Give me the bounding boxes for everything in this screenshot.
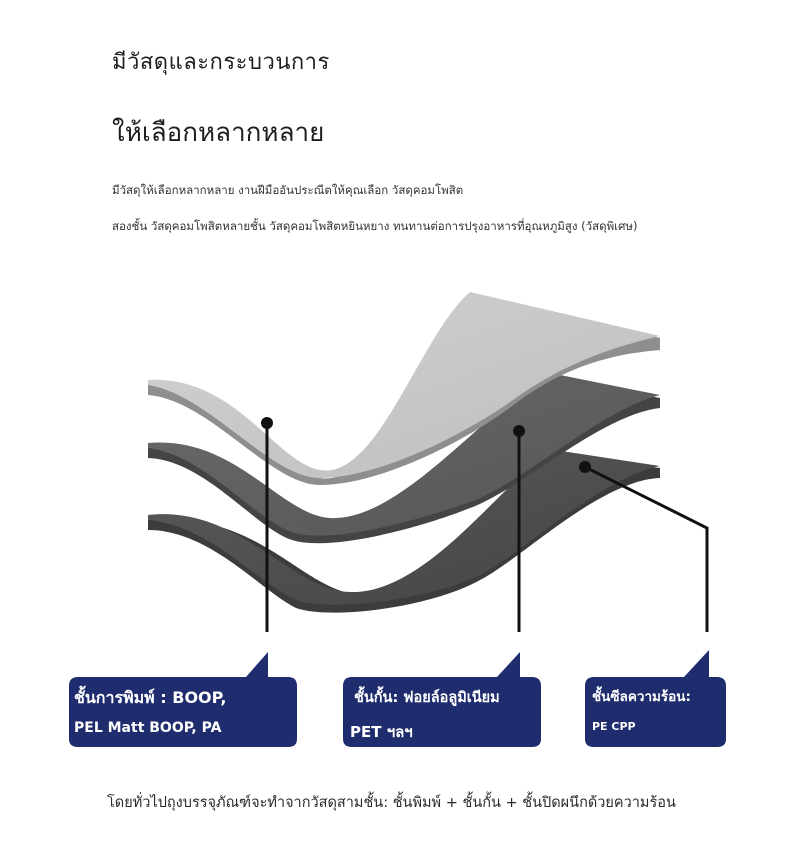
heading-line-2: ให้เลือกหลากหลาย [112,118,325,148]
callout-seal-layer [584,648,727,748]
callout-print-line-2: PEL Matt BOOP, PA [74,720,222,736]
description-line-2: สองชั้น วัสดุคอมโพสิตหลายชั้น วัสดุคอมโพสิตหยินหยาง ทนทานต่อการปรุงอาหารที่อุณหภูมิสูง (วัสดุพิเศษ) [112,219,638,233]
callout-print-layer [68,650,298,748]
heading-line-1: มีวัสดุและกระบวนการ [112,50,330,75]
callout-print-line-1: ชั้นการพิมพ์ : BOOP, [74,688,227,707]
callout-barrier-line-1: ชั้นกั้น: ฟอยล์อลูมิเนียม [354,690,500,706]
callout-seal-line-2: PE CPP [592,720,636,733]
callout-barrier-line-2: PET ฯลฯ [350,723,413,741]
callout-seal-line-1: ชั้นซีลความร้อน: [592,689,691,705]
callout-barrier-layer [342,650,542,748]
description-line-1: มีวัสดุให้เลือกหลากหลาย งานฝีมืออันประณีตให้คุณเลือก วัสดุคอมโพสิต [112,183,464,197]
footer-caption: โดยทั่วไปถุงบรรจุภัณฑ์จะทำจากวัสดุสามชั้น: ชั้นพิมพ์ + ชั้นกั้น + ชั้นปิดผนึกด้วยความร้อน [107,795,676,811]
